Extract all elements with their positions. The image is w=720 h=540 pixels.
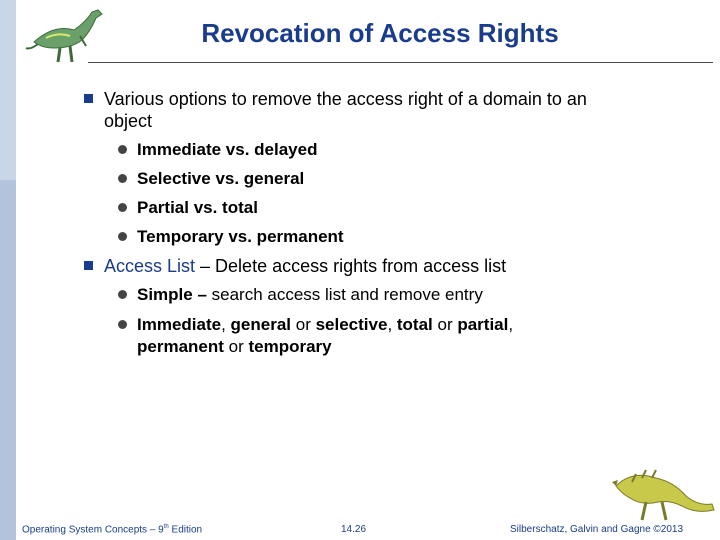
connector: or (291, 315, 316, 334)
sub-bullet-text: Temporary vs. permanent (137, 227, 344, 246)
simple-description: search access list and remove entry (206, 285, 483, 304)
left-band-shade (0, 180, 16, 540)
simple-term: Simple – (137, 285, 207, 304)
term: permanent (137, 337, 224, 356)
round-bullet-icon (118, 232, 127, 241)
round-bullet-icon (118, 174, 127, 183)
connector: or (223, 337, 249, 356)
bullet-text: Various options to remove the access right of a domain to an object (104, 89, 587, 131)
round-bullet-icon (118, 203, 127, 212)
footer-authors: Silberschatz, Galvin and Gagne ©2013 (510, 524, 684, 535)
access-list-description: – Delete access rights from access list (195, 256, 507, 276)
square-bullet-icon (84, 94, 93, 103)
sub-bullet-text: Partial vs. total (137, 198, 258, 217)
connector: or (432, 315, 458, 334)
term: Immediate (137, 315, 222, 334)
square-bullet-icon (84, 261, 93, 270)
round-bullet-icon (118, 145, 127, 154)
term: general (230, 315, 292, 334)
term: selective (315, 315, 388, 334)
title-rule (88, 62, 713, 63)
connector: , (508, 315, 514, 334)
footer-edition-text: Edition (168, 524, 203, 536)
sub-bullet-text (137, 284, 587, 306)
footer-book-title (22, 524, 202, 535)
sub-bullet-text: Selective vs. general (137, 169, 305, 188)
access-list-term: Access List (104, 256, 196, 276)
sub-bullet-text (137, 314, 587, 358)
round-bullet-icon (118, 320, 127, 329)
connector: , (221, 315, 231, 334)
term: total (396, 315, 433, 334)
dinosaur-logo-top (24, 4, 114, 64)
slide-title: Revocation of Access Rights (201, 18, 559, 48)
bullet-text (104, 255, 624, 277)
left-decorative-band (0, 0, 16, 540)
dinosaur-logo-bottom (612, 462, 717, 522)
term: temporary (248, 337, 332, 356)
footer-book-title-text: Operating System Concepts – 9 (22, 524, 164, 536)
connector: , (387, 315, 397, 334)
footer-page-number: 14.26 (341, 524, 367, 535)
footer-superscript: th (163, 524, 169, 530)
round-bullet-icon (118, 290, 127, 299)
sub-bullet-text: Immediate vs. delayed (137, 140, 318, 159)
term: partial (457, 315, 509, 334)
